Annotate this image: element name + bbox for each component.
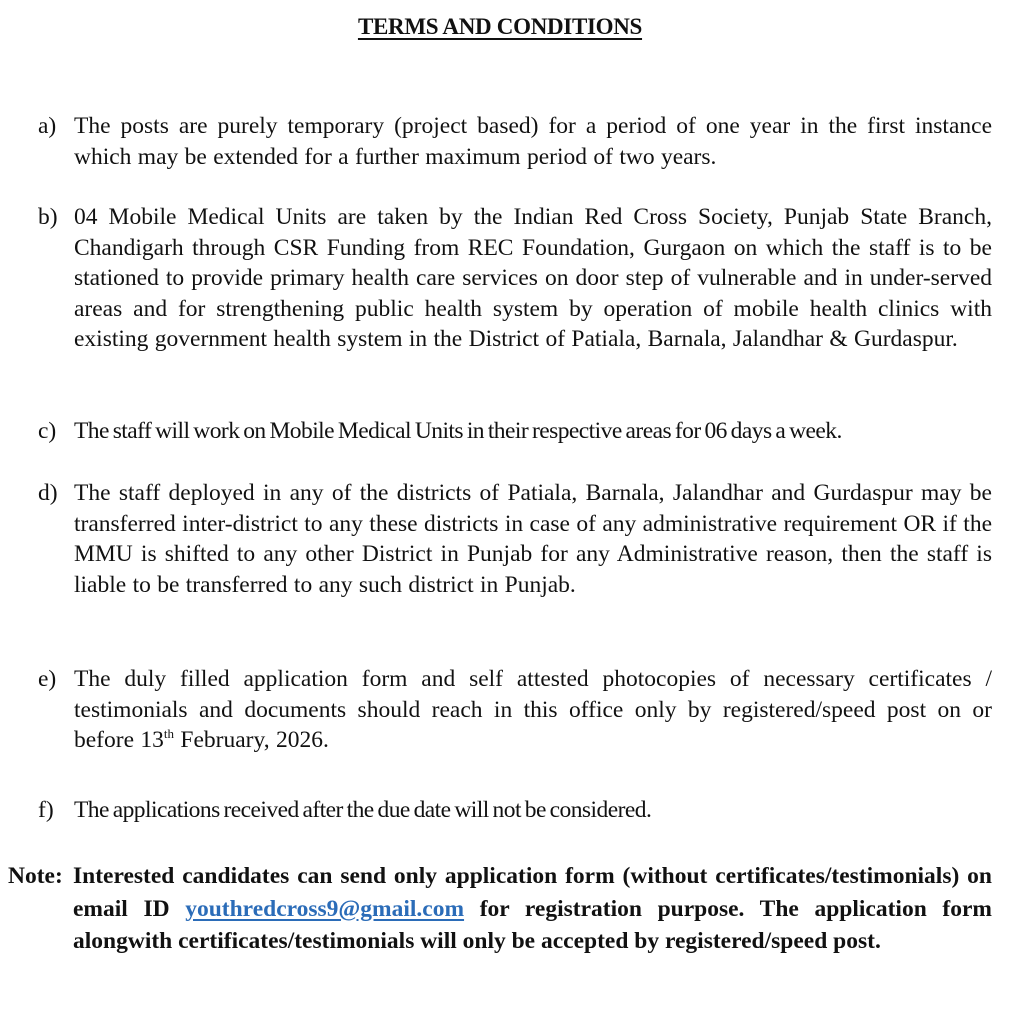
note-text-after: for registration purpose. The application form alongwith certificates/testimonials will only be accepted by registered/speed post. bbox=[73, 895, 992, 954]
term-item-e bbox=[38, 664, 992, 756]
item-marker: f) bbox=[38, 797, 54, 823]
term-item-c bbox=[38, 416, 992, 447]
page-title bbox=[0, 14, 1000, 40]
note-text-before: Interested candidates can send only application form (without certificates/testimonials) on email ID bbox=[73, 863, 992, 922]
title-text: TERMS AND CONDITIONS bbox=[357, 14, 643, 39]
note-section bbox=[8, 860, 992, 958]
item-text: The posts are purely temporary (project based) for a period of one year in the first instance which may be extended for a further maximum period of two years. bbox=[74, 113, 992, 170]
item-text-after: February, 2026. bbox=[174, 727, 329, 753]
item-marker: d) bbox=[38, 480, 58, 506]
item-marker: c) bbox=[38, 418, 57, 444]
email-link[interactable]: youthredcross9@gmail.com bbox=[185, 895, 465, 922]
term-item-d bbox=[38, 478, 992, 600]
item-marker: a) bbox=[38, 113, 57, 139]
date-ordinal-suffix: th bbox=[163, 726, 175, 741]
item-text: The applications received after the due date will not be considered. bbox=[74, 797, 652, 823]
term-item-a bbox=[38, 111, 992, 172]
item-text-before: The duly filled application form and self attested photocopies of necessary certificates / testimonials and documents should reach in this office only by registered/speed post on or before 13 bbox=[74, 666, 992, 753]
note-text bbox=[73, 860, 992, 958]
item-text: The staff will work on Mobile Medical Units in their respective areas for 06 days a week. bbox=[74, 418, 842, 444]
item-text: The staff deployed in any of the districts of Patiala, Barnala, Jalandhar and Gurdaspur may be transferred inter-district to any these districts in case of any administrative requirement OR if the MMU is shifted to any other District in Punjab for any Administrative reason, then the staff is liable to be transferred to any such district in Punjab. bbox=[74, 480, 992, 598]
term-item-f bbox=[38, 795, 992, 826]
item-marker: e) bbox=[38, 666, 57, 692]
item-text: 04 Mobile Medical Units are taken by the Indian Red Cross Society, Punjab State Branch, Chandigarh through CSR Funding from REC Foundation, Gurgaon on which the staff is to be stationed to provide primary health care services on door step of vulnerable and in under-served areas and for strengthening public health system by operation of mobile health clinics with existing government health system in the District of Patiala, Barnala, Jalandhar & Gurdaspur. bbox=[74, 204, 992, 352]
item-text bbox=[74, 664, 992, 756]
term-item-b bbox=[38, 202, 992, 355]
item-marker: b) bbox=[38, 204, 58, 230]
note-label: Note: bbox=[8, 863, 63, 889]
